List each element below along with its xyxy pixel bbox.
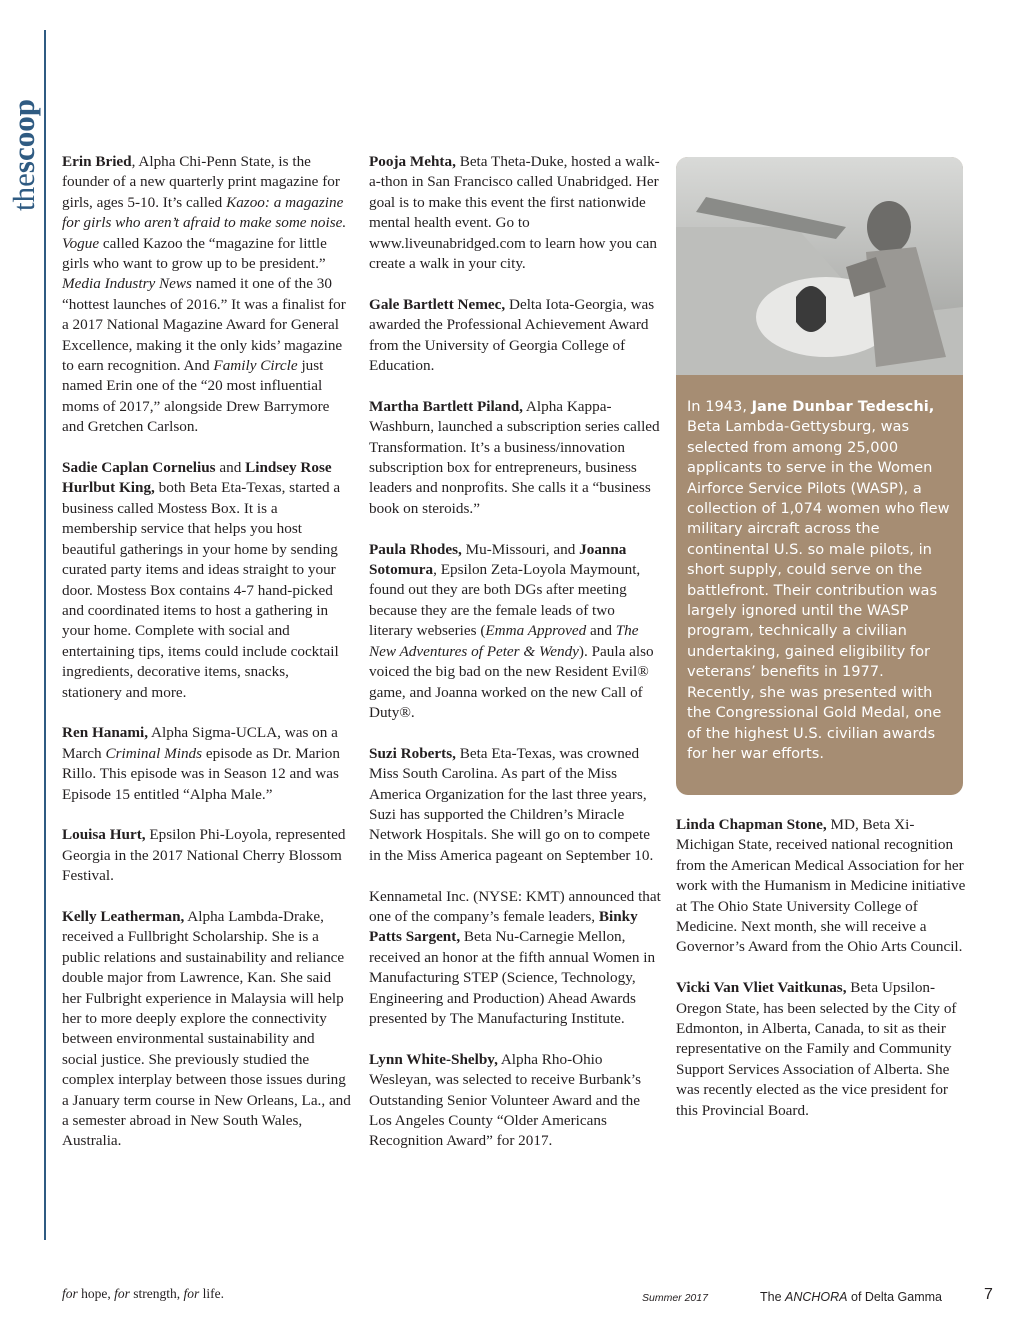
entry-text: In 1943, [687,398,752,415]
column-3 [676,815,966,1141]
news-entry [369,1050,661,1152]
news-entry [369,540,661,724]
italic-title: Family Circle [213,357,298,375]
entry-text: , Epsilon Zeta-Loyola Maymount, found out they are both DGs after meeting because they are the female leads of two literary webseries ( [369,561,641,640]
italic-title: Kazoo: a magazine for girls who aren’t afraid to make some noise. [62,193,347,232]
news-entry [676,815,966,958]
entry-text: Alpha Rho-Ohio Wesleyan, was selected to receive Burbank’s Outstanding Senior Volunteer Award and the Los Angeles County “Older Americans Recognition Award” for 2017. [369,1050,642,1150]
entry-name: Suzi Roberts, [369,744,456,762]
news-entry [369,295,661,377]
entry-text: hope, [77,1286,115,1301]
section-rule [44,30,46,1240]
news-entry [62,458,352,703]
news-entry [369,887,661,1030]
entry-text: and [215,459,246,477]
entry-text: Beta Lambda-Gettysburg, was selected from among 25,000 applicants to serve in the Women Airforce Service Pilots (WASP), a collection of 1,074 women who flew military aircraft across the continental U.S. so male pilots, in short supply, could serve on the battlefront. Their contribution was largely ignored until the WASP program, technically a civilian undertaking, gained eligibility for veterans’ benefits in 1977. Recently, she was presented with the Congressional Gold Medal, one of the highest U.S. civilian awards for her war efforts. [687,418,950,762]
entry-name: Erin Bried [62,153,132,170]
italic-title: The New Adventures of Peter & Wendy [369,622,639,660]
footer-tagline [62,1286,224,1302]
entry-text: Beta Theta-Duke, hosted a walk-a-thon in San Francisco called Unabridged. Her goal is to make this event the first nationwide mental health event. Go to www.liveunabridged.com to learn how you can create a walk in your city. [369,153,660,273]
entry-text: and [586,622,616,640]
photo-caption [687,397,955,764]
entry-name: Gale Bartlett Nemec, [369,295,506,313]
column-2 [369,152,661,1172]
news-entry [62,723,352,805]
entry-text: Kennametal Inc. (NYSE: KMT) announced that one of the company’s female leaders, [369,887,661,925]
entry-text: ). Paula also voiced the big bad on the new Resident Evil® game, and Joanna worked on the new Call of Duty®. [369,642,654,721]
italic-title: for [114,1286,130,1301]
entry-text: Mu-Missouri, and [461,540,580,558]
entry-text: Delta Iota-Georgia, was awarded the Professional Achievement Award from the University of Georgia College of Education. [369,295,655,375]
news-entry [62,907,352,1152]
entry-text: Alpha Lambda-Drake, received a Fullbright Scholarship. She is a public relations and sustainability and reliance double major from Lawrence, Kan. She said her Fulbright experience in Malaysia will help her to more deeply explore the connectivity between environmental sustainability and social justice. She previously studied the complex interplay between those issues during a January term course in New Orleans, La., and a semester abroad in New South Wales, Australia. [62,907,351,1150]
entry-text: named it one of the 30 “hottest launches of 2016.” It was a finalist for a 2017 National Magazine Award for General Excellence, making it the only kids’ magazine to earn recognition. And [62,275,346,375]
entry-text: strength, [129,1286,184,1301]
footer-season: Summer 2017 [642,1292,708,1304]
wasp-pilot-photo [676,157,963,375]
entry-text: life. [199,1286,225,1301]
entry-name: Joanna Sotomura [369,540,627,579]
entry-name: Ren Hanami, [62,724,149,742]
italic-title: for [62,1286,78,1301]
news-entry [369,152,661,274]
entry-name: Vicki Van Vliet Vaitkunas, [676,979,847,997]
entry-name: Paula Rhodes, [369,540,462,558]
entry-text: Epsilon Phi-Loyola, represented Georgia in the 2017 National Cherry Blossom Festival. [62,826,346,885]
page-number: 7 [984,1286,993,1303]
entry-name: Jane Dunbar Tedeschi, [751,398,935,415]
entry-text: Alpha Sigma-UCLA, was on a March [62,724,338,762]
news-entry [369,744,661,866]
entry-text: called Kazoo the “magazine for little girls who want to grow up to be president.” [62,234,327,273]
entry-text: both Beta Eta-Texas, started a business called Mostess Box. It is a membership service that helps you host beautiful gatherings in your home by sending curated party items and ideas straight to your door. Mostess Box contains 4-7 hand-picked and coordinated items to host a gathering in your home. Complete with social and entertaining tips, items could include cocktail ingredients, decorative items, snacks, stationery and more. [62,479,341,701]
news-entry [369,397,661,519]
section-label: thescoop [6,99,41,211]
entry-name: Lynn White-Shelby, [369,1050,498,1068]
column-1 [62,152,352,1172]
entry-text: episode as Dr. Marion Rillo. This episode was in Season 12 and was Episode 15 entitled “Alpha Male.” [62,744,340,803]
entry-text: Beta Eta-Texas, was crowned Miss South Carolina. As part of the Miss America Organization for the last three years, Suzi has supported the Children’s Miracle Network Hospitals. She will go on to compete in the Miss America pageant on September 10. [369,744,654,864]
news-entry [676,978,966,1121]
italic-title: for [183,1286,200,1301]
entry-text: Alpha Kappa-Washburn, launched a subscription series called Transformation. It’s a business/innovation subscription box for entrepreneurs, business leaders and nonprofits. She calls it a “business book on steroids.” [369,397,660,517]
news-entry [62,825,352,886]
entry-text: Beta Nu-Carnegie Mellon, received an honor at the fifth annual Women in Manufacturing STEP (Science, Technology, Engineering and Production) Ahead Awards presented by The Manufacturing Institute. [369,928,656,1027]
italic-title: Criminal Minds [105,744,203,762]
news-entry [62,152,352,438]
footer-magazine-title: The ANCHORA of Delta Gamma [760,1290,943,1304]
entry-name: Martha Bartlett Piland, [369,397,523,415]
entry-text: , Alpha Chi-Penn State, is the founder of a new quarterly print magazine for girls, ages 5-10. It’s called [62,153,340,211]
entry-name: Lindsey Rose Hurlbut King, [62,459,332,497]
italic-title: Emma Approved [485,622,587,640]
entry-text: Beta Upsilon-Oregon State, has been selected by the City of Edmonton, in Alberta, Canada, to sit as their representative on the Family and Community Support Services Association of Alberta. She was recently elected as the vice president for this Provincial Board. [676,979,957,1119]
entry-text: MD, Beta Xi-Michigan State, received national recognition from the American Medical Association for her work with the Humanism in Medicine initiative at The Ohio State University College of Medicine. Next month, she will receive a Governor’s Award from the Ohio Arts Council. [676,816,966,956]
entry-name: Pooja Mehta, [369,153,456,170]
entry-name: Sadie Caplan Cornelius [62,459,216,477]
photo-sidebar [676,157,963,795]
italic-title: Media Industry News [62,275,192,293]
entry-name: Louisa Hurt, [62,826,146,844]
entry-text: just named Erin one of the “20 most influential moms of 2017,” alongside Drew Barrymore and Gretchen Carlson. [62,357,330,436]
entry-name: Binky Patts Sargent, [369,907,638,946]
entry-name: Kelly Leatherman, [62,907,185,925]
entry-name: Linda Chapman Stone, [676,816,827,833]
italic-title: Vogue [62,234,100,252]
